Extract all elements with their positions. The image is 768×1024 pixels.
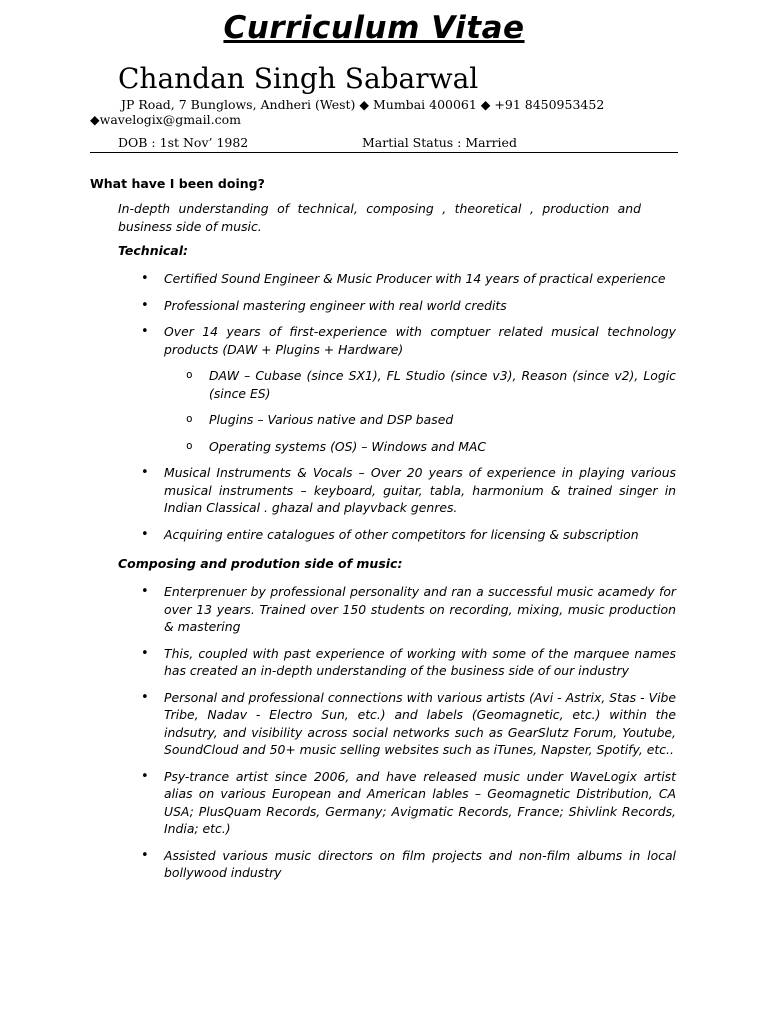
list-item: • Personal and professional connections with various artists (Avi - Astrix, Stas - Vibe Tribe, Nadav - Electro Sun, etc.) and labels (Geomagnetic, etc.) within the indsutry, and visibility across social networks such as GearSlutz Forum, Youtube, SoundCloud and 50+ music selling websites such as iTunes, Napster, Spotify, etc.. [118,689,676,759]
summary-intro: In-depth understanding of technical, composing , theoretical , production and business side of music. [118,201,641,234]
composing-list [118,583,676,891]
list-item: • Enterprenuer by professional personality and ran a successful music acamedy for over 13 years. Trained over 150 students on recording, mixing, music production & mastering [118,583,676,636]
technical-sublist [164,367,676,455]
composing-heading: Composing and prodution side of music: [118,556,403,571]
section-heading-summary: What have I been doing? [90,176,265,191]
list-item-text: Over 14 years of first-experience with comptuer related musical technology products (DAW + Plugins + Hardware) [164,324,676,357]
list-item: • Psy-trance artist since 2006, and have released music under WaveLogix artist alias on various European and American lables – Geomagnetic Distribution, CA USA; PlusQuam Records, Germany; Avigmatic Records, France; Shivlink Records, India; etc.) [118,768,676,838]
candidate-name: Chandan Singh Sabarwal [118,62,479,95]
list-item: • Professional mastering engineer with real world credits [118,297,676,315]
date-of-birth: DOB : 1st Nov’ 1982 [118,135,249,150]
contact-block [90,97,690,127]
personal-details [118,135,678,150]
document-title: Curriculum Vitae [223,10,525,46]
sublist-item: o Operating systems (OS) – Windows and MAC [164,438,676,456]
sublist-item: o DAW – Cubase (since SX1), FL Studio (since v3), Reason (since v2), Logic (since ES) [164,367,676,402]
list-item: • Musical Instruments & Vocals – Over 20 years of experience in playing various musical instruments – keyboard, guitar, tabla, harmonium & trained singer in Indian Classical . ghazal and playvback genres. [118,464,676,517]
address-line: JP Road, 7 Bunglows, Andheri (West) ◆ Mumbai 400061 ◆ +91 8450953452 [121,97,605,112]
list-item: • Acquiring entire catalogues of other competitors for licensing & subscription [118,526,676,544]
list-item: • Assisted various music directors on film projects and non-film albums in local bollywood industry [118,847,676,882]
marital-status: Martial Status : Married [362,135,517,150]
list-item [118,323,676,455]
header-divider [90,152,678,153]
technical-list [118,270,676,552]
technical-heading: Technical: [118,243,189,258]
email-line: ◆wavelogix@gmail.com [90,112,241,127]
list-item: • Certified Sound Engineer & Music Producer with 14 years of practical experience [118,270,676,288]
list-item: • This, coupled with past experience of working with some of the marquee names has created an in-depth understanding of the business side of our industry [118,645,676,680]
sublist-item: o Plugins – Various native and DSP based [164,411,676,429]
